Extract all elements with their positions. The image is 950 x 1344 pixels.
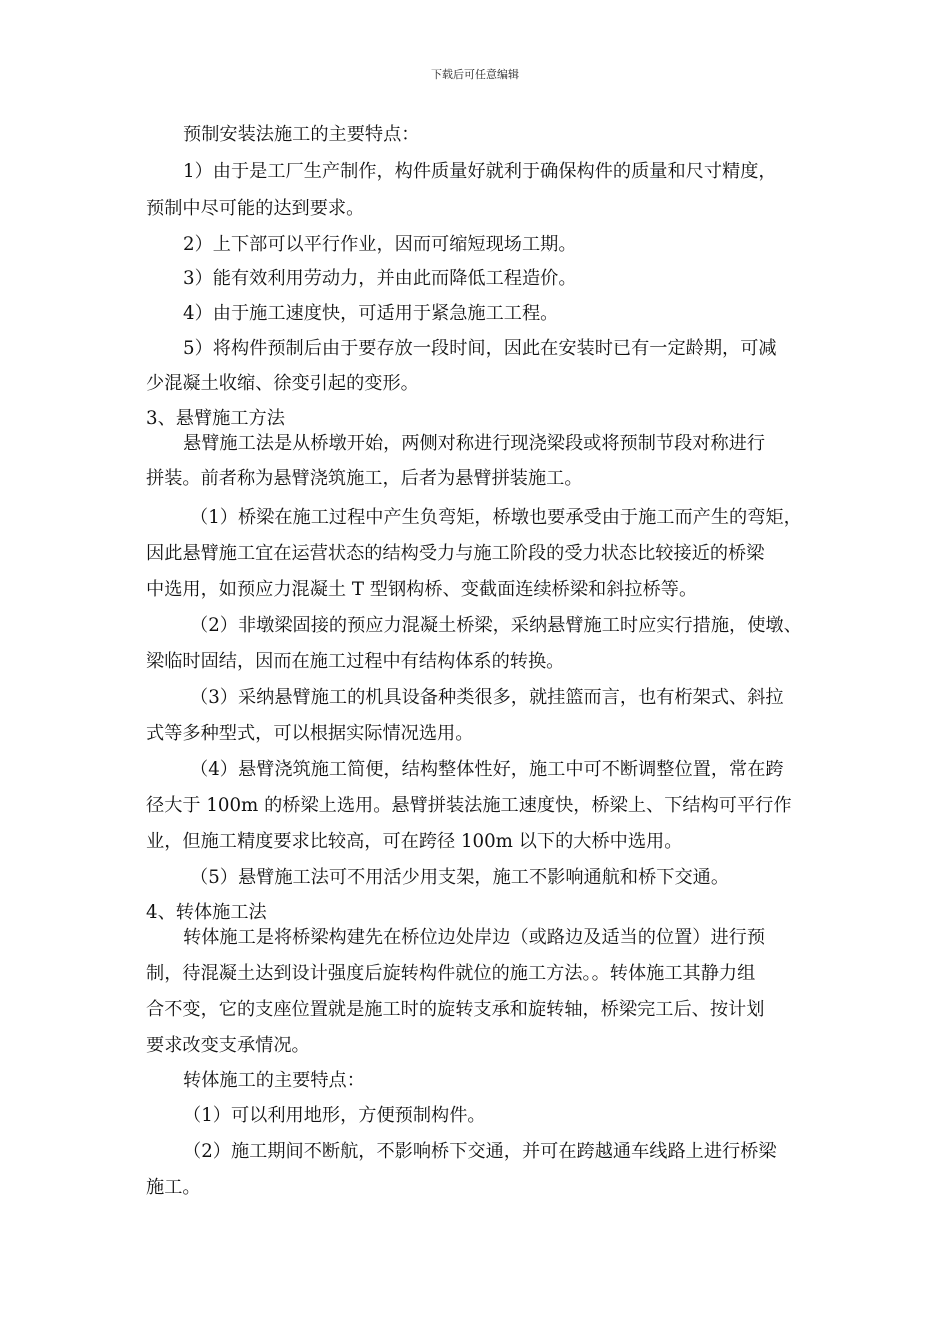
text-line: 预制安装法施工的主要特点： <box>183 124 420 145</box>
text-line: 1）由于是工厂生产制作，构件质量好就利于确保构件的质量和尺寸精度， <box>183 161 777 182</box>
text-line: 梁临时固结，因而在施工过程中有结构体系的转换。 <box>146 651 565 672</box>
text-line: （3）采纳悬臂施工的机具设备种类很多，就挂篮而言，也有桁架式、斜拉 <box>190 687 784 708</box>
text-line: 2）上下部可以平行作业，因而可缩短现场工期。 <box>183 234 577 255</box>
text-line: 5）将构件预制后由于要存放一段时间，因此在安装时已有一定龄期，可减 <box>183 338 777 359</box>
text-line: 预制中尽可能的达到要求。 <box>146 198 365 219</box>
text-line: 施工。 <box>146 1177 201 1198</box>
text-line: 式等多种型式，可以根据实际情况选用。 <box>146 723 474 744</box>
text-line: 中选用，如预应力混凝土 T 型钢构桥、变截面连续桥梁和斜拉桥等。 <box>146 579 698 600</box>
text-line: 业，但施工精度要求比较高，可在跨径 100m 以下的大桥中选用。 <box>146 831 683 852</box>
text-line: 悬臂施工法是从桥墩开始，两侧对称进行现浇梁段或将预制节段对称进行 <box>183 433 766 454</box>
section-heading: 4、转体施工法 <box>146 902 267 923</box>
text-line: 转体施工是将桥梁构建先在桥位边处岸边（或路边及适当的位置）进行预 <box>183 927 766 948</box>
text-line: 制，待混凝土达到设计强度后旋转构件就位的施工方法。。转体施工其静力组 <box>146 963 756 984</box>
text-line: （1）桥梁在施工过程中产生负弯矩，桥墩也要承受由于施工而产生的弯矩， <box>190 507 802 528</box>
text-line: 拼装。前者称为悬臂浇筑施工，后者为悬臂拼装施工。 <box>146 468 583 489</box>
text-line: （4）悬臂浇筑施工简便，结构整体性好，施工中可不断调整位置，常在跨 <box>190 759 784 780</box>
text-line: 合不变，它的支座位置就是施工时的旋转支承和旋转轴，桥梁完工后、按计划 <box>146 999 765 1020</box>
text-line: （2）非墩梁固接的预应力混凝土桥梁，采纳悬臂施工时应实行措施，使墩、 <box>190 615 802 636</box>
text-line: 转体施工的主要特点： <box>183 1070 365 1091</box>
text-line: （1）可以利用地形，方便预制构件。 <box>183 1105 486 1126</box>
text-line: （5）悬臂施工法可不用活少用支架，施工不影响通航和桥下交通。 <box>190 867 730 888</box>
page-header: 下载后可任意编辑 <box>431 68 519 81</box>
text-line: （2）施工期间不断航，不影响桥下交通，并可在跨越通车线路上进行桥梁 <box>183 1141 777 1162</box>
section-heading: 3、悬臂施工方法 <box>146 408 285 429</box>
text-line: 因此悬臂施工宜在运营状态的结构受力与施工阶段的受力状态比较接近的桥梁 <box>146 543 765 564</box>
text-line: 径大于 100m 的桥梁上选用。悬臂拼装法施工速度快，桥梁上、下结构可平行作 <box>146 795 792 816</box>
text-line: 要求改变支承情况。 <box>146 1035 310 1056</box>
text-line: 3）能有效利用劳动力，并由此而降低工程造价。 <box>183 268 577 289</box>
text-line: 少混凝土收缩、徐变引起的变形。 <box>146 373 419 394</box>
text-line: 4）由于施工速度快，可适用于紧急施工工程。 <box>183 303 559 324</box>
